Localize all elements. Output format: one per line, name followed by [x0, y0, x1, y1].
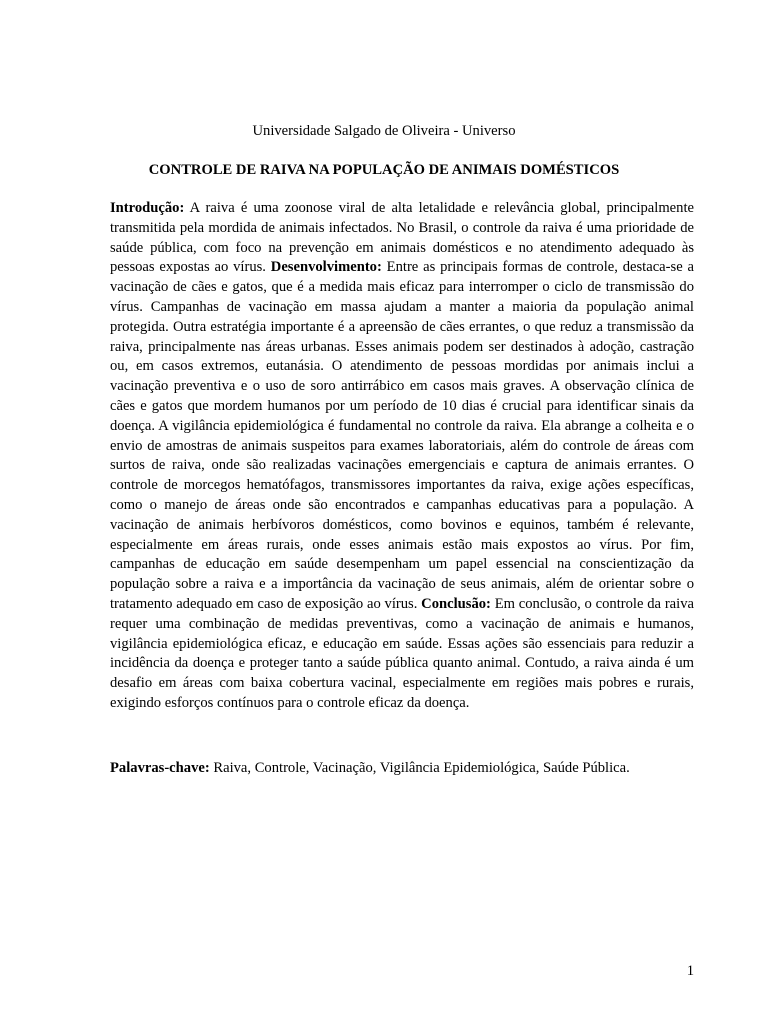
development-text: Entre as principais formas de controle, destaca-se a vacinação de cães e gatos, que é a medida mais eficaz para interromper o ciclo de transmissão do vírus. Campanhas de vacinação em massa ajudam a manter a maioria da população animal protegida. Outra estratégia importante é a apreensão de cães errantes, o que reduz a transmissão da raiva, principalmente nas áreas urbanas. Esses animais podem ser destinados à adoção, castração ou, em casos extremos, eutanásia. O atendimento de pessoas mordidas por animais inclui a vacinação preventiva e o uso de soro antirrábico em casos mais graves. A observação clínica de cães e gatos que mordem humanos por um período de 10 dias é crucial para identificar sinais da doença. A vigilância epidemiológica é fundamental no controle da raiva. Ela abrange a colheita e o envio de amostras de animais suspeitos para exames laboratoriais, além do controle de áreas com surtos de raiva, onde são realizadas vacinações emergenciais e captura de animais errantes. O controle de morcegos hematófagos, transmissores importantes da raiva, exige ações específicas, como o manejo de áreas onde são encontrados e campanhas educativas para a população. A vacinação de animais herbívoros domésticos, como bovinos e equinos, também é relevante, especialmente em áreas rurais, onde esses animais estão mais expostos ao vírus. Por fim, campanhas de educação em saúde desempenham um papel essencial na conscientização da população sobre a raiva e a importância da vacinação de seus animais, além de orientar sobre o tratamento adequado em caso de exposição ao vírus. [110, 259, 694, 612]
keywords-label: Palavras-chave: [110, 760, 210, 776]
keywords-text: Raiva, Controle, Vacinação, Vigilância Epidemiológica, Saúde Pública. [209, 760, 630, 776]
page-number: 1 [686, 963, 694, 979]
development-label: Desenvolvimento: [270, 259, 382, 276]
document-title: CONTROLE DE RAIVA NA POPULAÇÃO DE ANIMAIS DOMÉSTICOS [148, 162, 620, 178]
conclusion-text: Em conclusão, o controle da raiva requer uma combinação de medidas preventivas, como a vacinação de animais e humanos, vigilância epidemiológica eficaz, e educação em saúde. Essas ações são essenciais para reduzir a incidência da doença e proteger tanto a saúde pública quanto animal. Contudo, a raiva ainda é um desafio em áreas com baixa cobertura vacinal, especialmente em regiões mais pobres e rurais, exigindo esforços contínuos para o controle eficaz da doença. [110, 595, 694, 711]
institution-name: Universidade Salgado de Oliveira - Universo [252, 123, 516, 139]
intro-text: A raiva é uma zoonose viral de alta letalidade e relevância global, principalmente transmitida pela mordida de animais infectados. No Brasil, o controle da raiva é uma prioridade de saúde pública, com foco na prevenção em animais domésticos e no atendimento adequado às pessoas expostas ao vírus. [110, 200, 694, 276]
conclusion-label: Conclusão: [421, 595, 491, 612]
intro-label: Introdução: [110, 200, 185, 216]
keywords-line [110, 759, 694, 779]
abstract-paragraph [110, 199, 694, 714]
